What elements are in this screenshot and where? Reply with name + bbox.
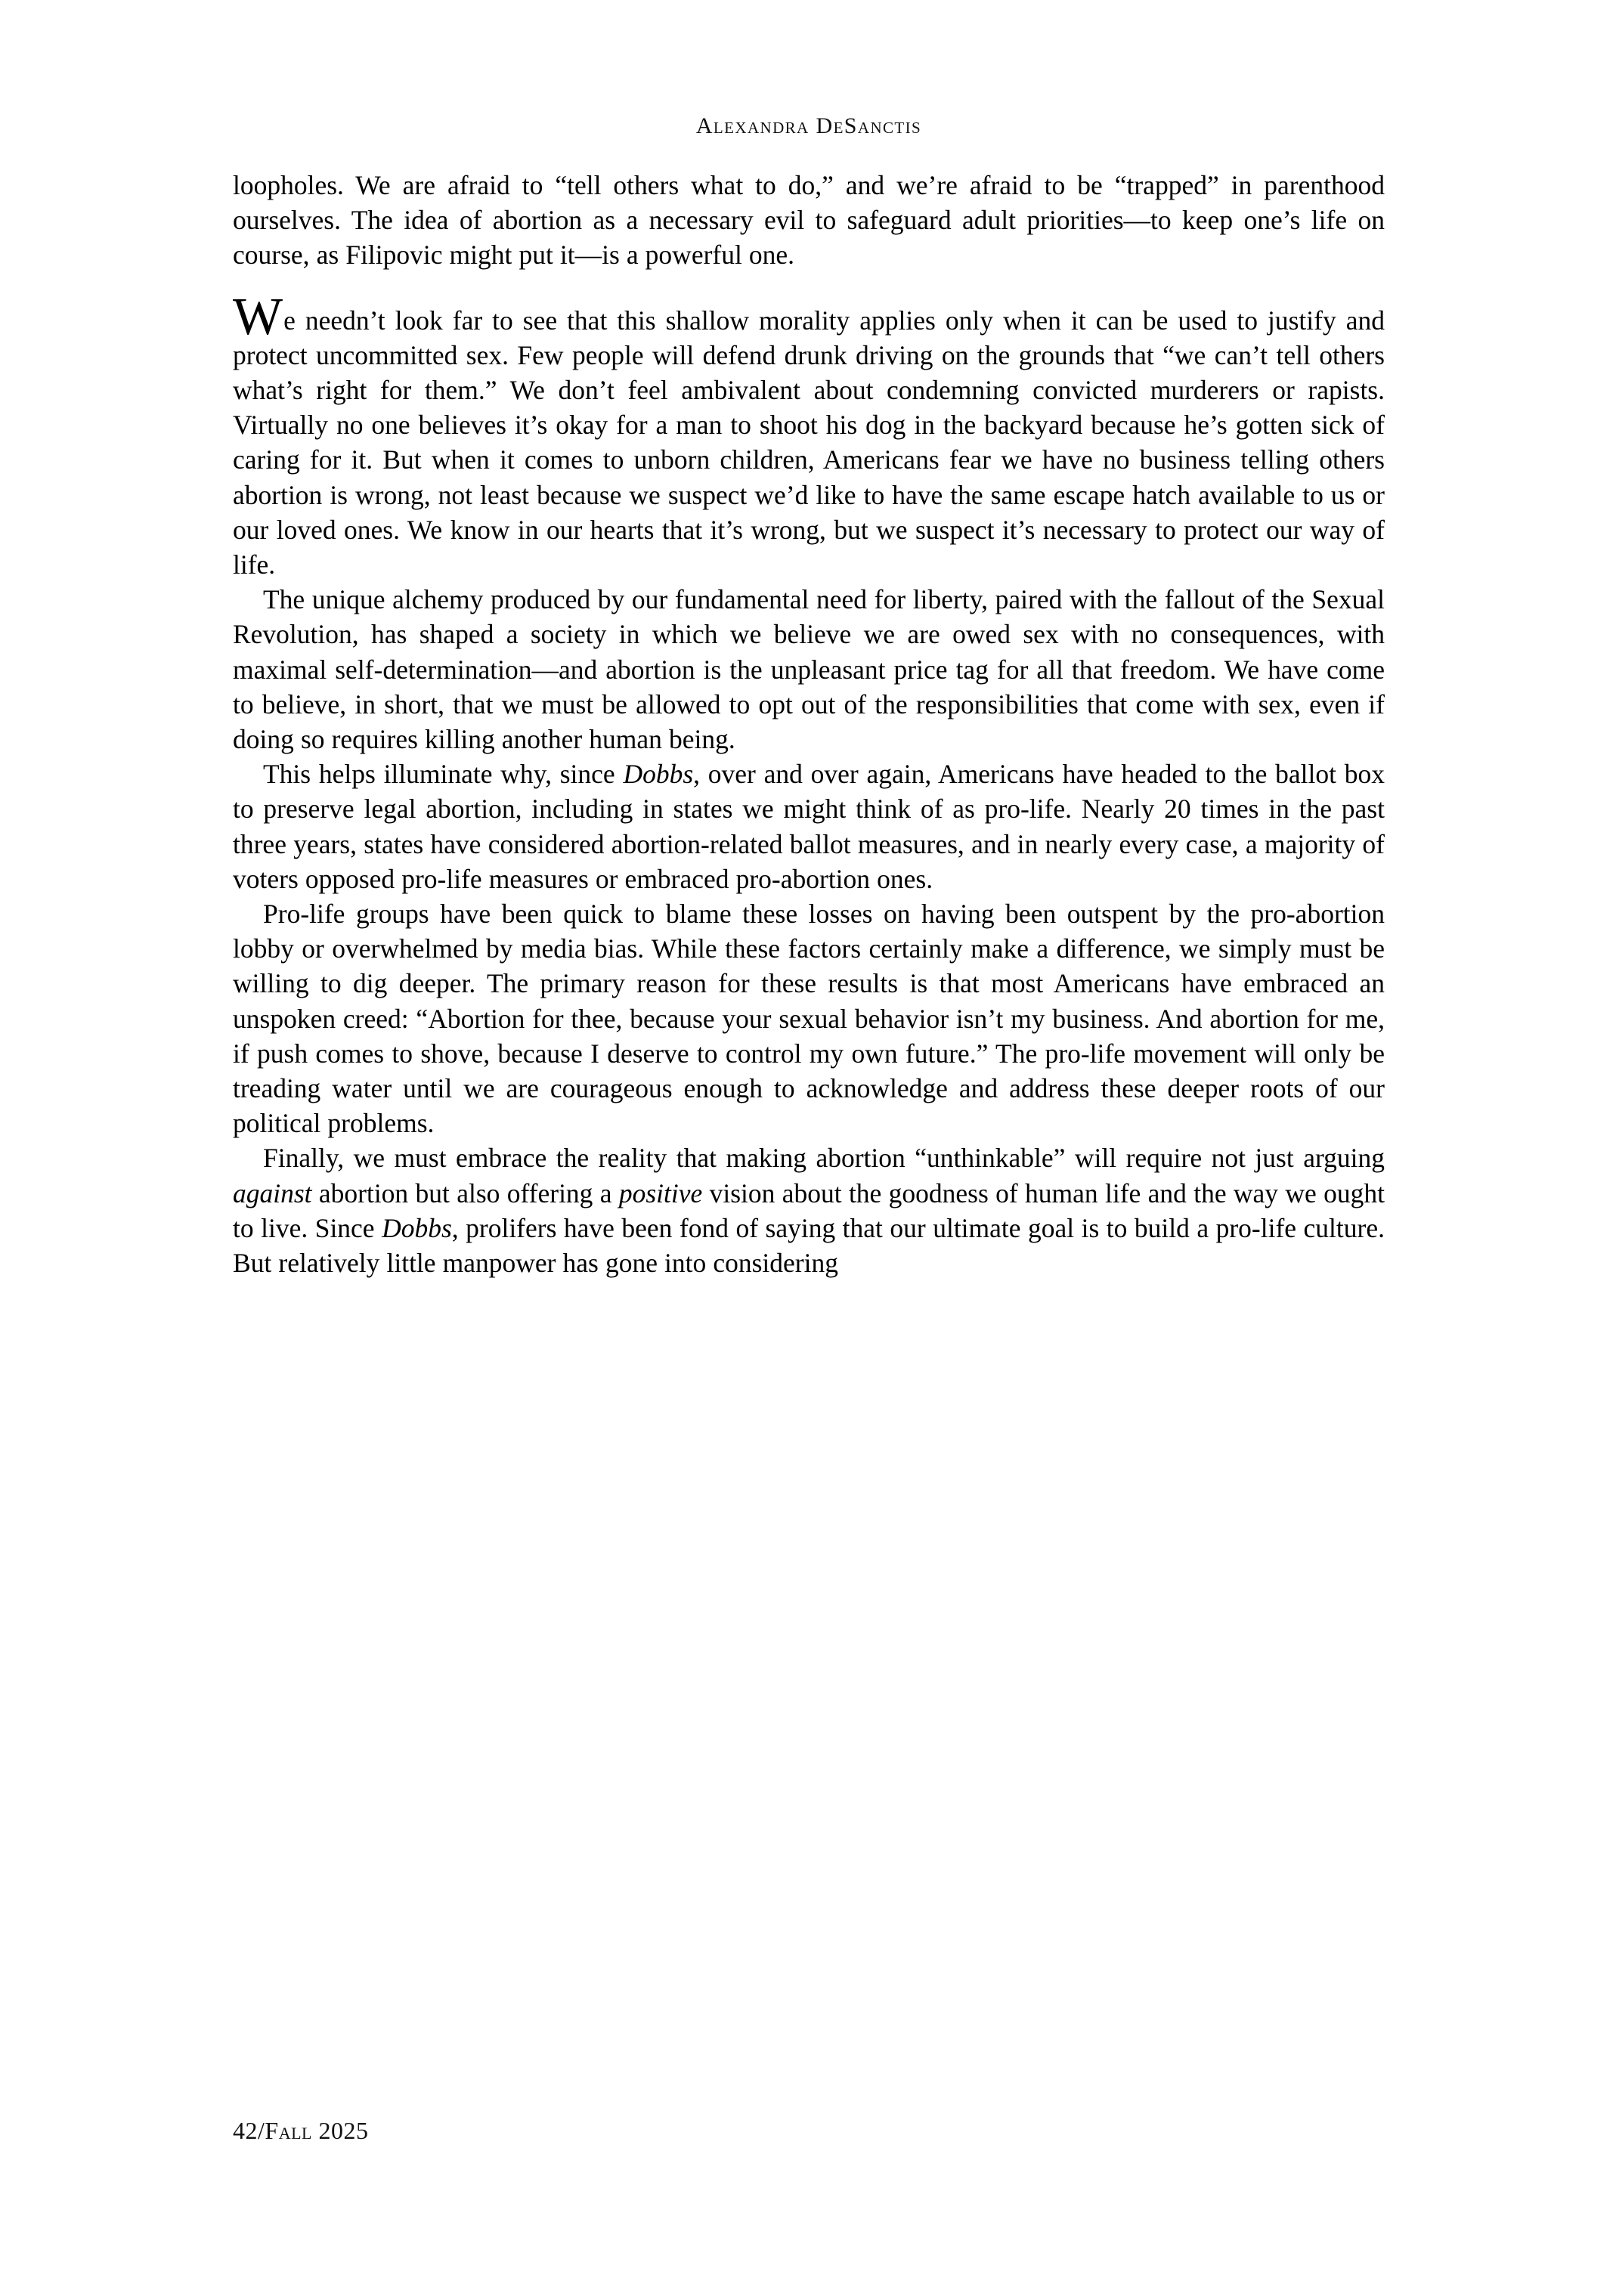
initial-cap-w: W bbox=[233, 287, 283, 346]
paragraph-prolife-groups: Pro-life groups have been quick to blame these losses on having been outspent by the pro-abortion lobby or overwhelmed by media bias. While these factors certainly make a difference, we simply must be willing to dig deeper. The primary reason for these results is that most Americans have embraced an unspoken creed: “Abortion for thee, because your sexual behavior isn’t my business. And abortion for me, if push comes to shove, because I deserve to control my own future.” The pro-life movement will only be treading water until we are courageous enough to acknowledge and address these deeper roots of our political problems. bbox=[233, 899, 1385, 1139]
paragraph-shallow-morality-text: e needn’t look far to see that this shallow morality applies only when it can be used to justify and protect uncommitted sex. Few people will defend drunk driving on the grounds that “we can’t tell others what’s right for them.” We don’t feel ambivalent about condemning convicted murderers or rapists. Virtually no one believes it’s okay for a man to shoot his dog in the backyard because he’s gotten sick of caring for it. But when it comes to unborn children, Americans fear we have no business telling others abortion is wrong, not least because we suspect we’d like to have the same escape hatch available to us or our loved ones. We know in our hearts that it’s wrong, but we suspect it’s necessary to protect our way of life. bbox=[233, 305, 1385, 580]
case-name-dobbs-1: Dobbs bbox=[623, 759, 694, 790]
paragraph-unique-alchemy: The unique alchemy produced by our fundamental need for liberty, paired with the fallout of the Sexual Revolution, has shaped a society in which we believe we are owed sex with no consequences, with maximal self-determination—and abortion is the unpleasant price tag for all that freedom. We have come to believe, in short, that we must be allowed to opt out of the responsibilities that come with sex, even if doing so requires killing another human being. bbox=[233, 584, 1385, 755]
paragraph-finally-text-2: abortion but also offering a bbox=[311, 1177, 619, 1208]
emphasis-positive: positive bbox=[618, 1177, 703, 1208]
body-text-block bbox=[233, 168, 1385, 1280]
paragraph-dobbs-ballot bbox=[233, 757, 1385, 896]
case-name-dobbs-2: Dobbs bbox=[382, 1212, 452, 1243]
paragraph-finally bbox=[233, 1140, 1385, 1280]
paragraph-continuation: loopholes. We are afraid to “tell others what to do,” and we’re afraid to be “trapped” in parenthood ourselves. The idea of abortion as a necessary evil to safeguard adult priorities—to keep one’s life on course, as Filipovic might put it—is a powerful one. bbox=[233, 170, 1385, 271]
paragraph-finally-text-1: Finally, we must embrace the reality that making abortion “unthinkable” will require not just arguing bbox=[263, 1143, 1385, 1174]
running-head: Alexandra DeSanctis bbox=[695, 113, 922, 138]
paragraph-finally-text-4: , prolifers have been fond of saying that our ultimate goal is to build a pro-life culture. But relatively little manpower has gone into considering bbox=[233, 1212, 1385, 1279]
paragraph-shallow-morality bbox=[233, 287, 1385, 583]
emphasis-against: against bbox=[233, 1177, 312, 1208]
page-folio: 42/Fall 2025 bbox=[233, 2117, 369, 2144]
paragraph-finally-text-3: vision about the goodness of human life and the way we ought to live. Since bbox=[233, 1177, 1385, 1243]
paragraph-dobbs-ballot-text-2: , over and over again, Americans have headed to the ballot box to preserve legal abortion, including in states we might think of as pro-life. Nearly 20 times in the past three years, states have considered abortion-related ballot measures, and in nearly every case, a majority of voters opposed pro-life measures or embraced pro-abortion ones. bbox=[233, 759, 1385, 894]
paragraph-dobbs-ballot-text-1: This helps illuminate why, since bbox=[263, 759, 624, 790]
